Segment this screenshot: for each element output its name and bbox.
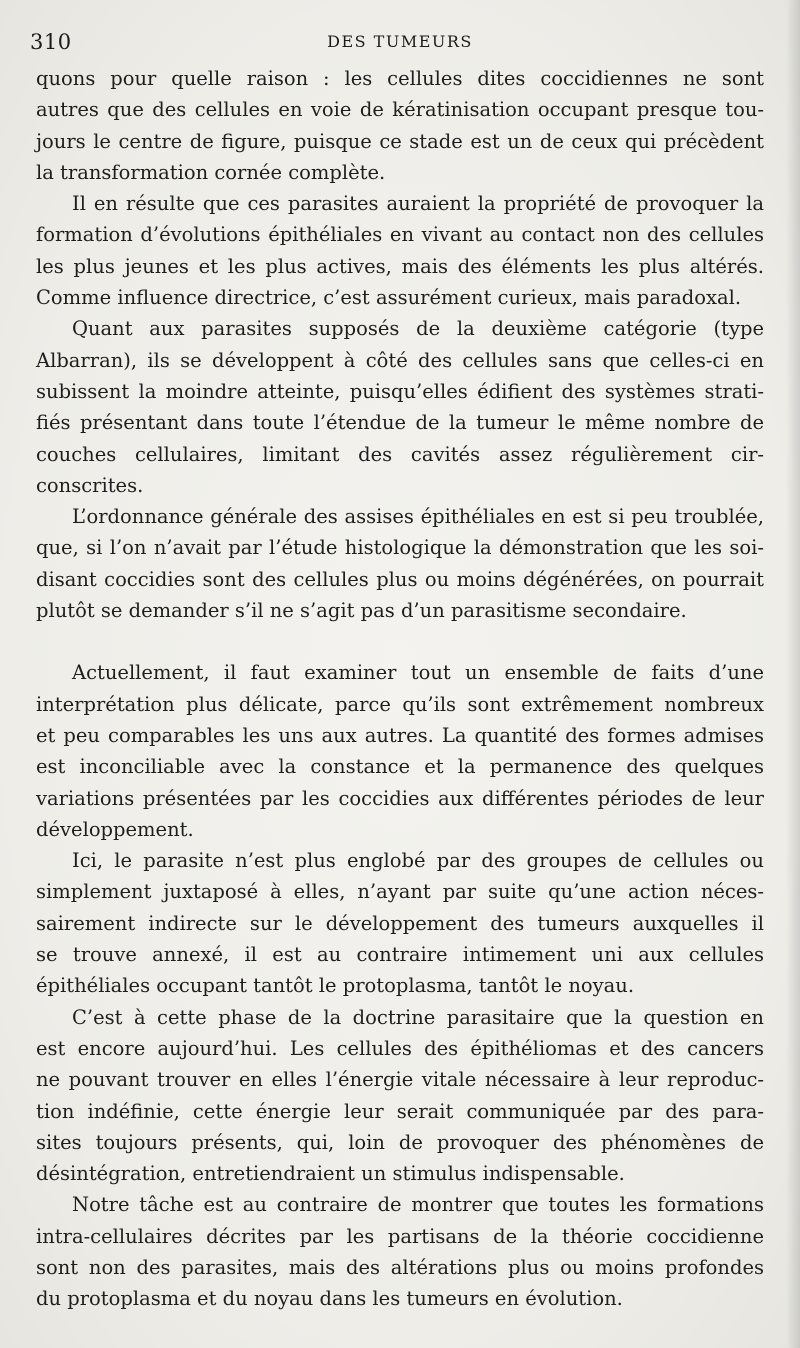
page-edge-shadow (786, 0, 800, 1348)
text-line: désintégration, entretiendraient un stimulus indispensable. (36, 1162, 625, 1186)
text-line: Comme influence directrice, c’est assurément curieux, mais paradoxal. (36, 286, 742, 310)
paragraph (36, 1002, 764, 1190)
paragraph (36, 1189, 764, 1314)
paragraph (36, 313, 764, 501)
text-line: et peu comparables les uns aux autres. La quantité des formes admises (36, 723, 764, 747)
paragraph (36, 63, 764, 188)
text-line: jours le centre de figure, puisque ce stade est un de ceux qui précèdent (36, 129, 764, 153)
text-line: formation d’évolutions épithéliales en vivant au contact non des cellules (36, 223, 764, 247)
text-line: fiés présentant dans toute l’étendue de la tumeur le même nombre de (36, 411, 764, 435)
text-line: C’est à cette phase de la doctrine parasitaire que la question en (72, 1005, 764, 1029)
text-line: sites toujours présents, qui, loin de provoquer des phénomènes de (36, 1130, 764, 1154)
text-line: ne pouvant trouver en elles l’énergie vitale nécessaire à leur reproduc- (36, 1068, 764, 1092)
body-text (36, 63, 764, 1315)
text-line: Notre tâche est au contraire de montrer que toutes les formations (72, 1193, 764, 1217)
text-line: simplement juxtaposé à elles, n’ayant par suite qu’une action néces- (36, 880, 764, 904)
text-line: L’ordonnance générale des assises épithéliales en est si peu troublée, (72, 505, 764, 529)
text-line: développement. (36, 817, 194, 841)
running-title: DES TUMEURS (327, 32, 473, 51)
paragraph (36, 657, 764, 845)
paragraph (36, 501, 764, 626)
text-line: quons pour quelle raison : les cellules dites coccidiennes ne sont (36, 67, 764, 90)
text-line: la transformation cornée complète. (36, 160, 386, 184)
text-line: se trouve annexé, il est au contraire intimement uni aux cellules (36, 943, 764, 967)
text-line: intra-cellulaires décrites par les partisans de la théorie coccidienne (36, 1224, 764, 1248)
text-line: sont non des parasites, mais des altérations plus ou moins profondes (36, 1255, 764, 1279)
paragraph-gap (36, 626, 764, 657)
page-number: 310 (30, 30, 72, 54)
text-line: Quant aux parasites supposés de la deuxième catégorie (type (72, 317, 764, 341)
text-line: sairement indirecte sur le développement des tumeurs auxquelles il (36, 911, 764, 935)
page-header (30, 26, 770, 58)
text-line: interprétation plus délicate, parce qu’ils sont extrêmement nombreux (36, 692, 764, 716)
text-line: subissent la moindre atteinte, puisqu’elles édifient des systèmes strati- (36, 379, 764, 403)
text-line: du protoplasma et du noyau dans les tumeurs en évolution. (36, 1287, 623, 1311)
paragraph (36, 188, 764, 313)
paragraph (36, 845, 764, 1001)
text-line: variations présentées par les coccidies aux différentes périodes de leur (36, 786, 764, 810)
text-line: est inconciliable avec la constance et la permanence des quelques (36, 755, 764, 779)
text-line: disant coccidies sont des cellules plus ou moins dégénérées, on pourrait (36, 567, 764, 591)
text-line: que, si l’on n’avait par l’étude histologique la démonstration que les soi- (36, 536, 764, 560)
text-line: couches cellulaires, limitant des cavités assez régulièrement cir- (36, 442, 764, 466)
text-line: les plus jeunes et les plus actives, mais des éléments les plus altérés. (36, 254, 764, 278)
text-line: conscrites. (36, 473, 144, 497)
text-line: Il en résulte que ces parasites auraient la propriété de provoquer la (72, 192, 764, 216)
text-line: Actuellement, il faut examiner tout un ensemble de faits d’une (72, 661, 764, 685)
text-line: Ici, le parasite n’est plus englobé par des groupes de cellules ou (72, 849, 764, 873)
text-line: épithéliales occupant tantôt le protoplasma, tantôt le noyau. (36, 974, 635, 998)
text-line: plutôt se demander s’il ne s’agit pas d’un parasitisme secondaire. (36, 599, 687, 623)
text-line: est encore aujourd’hui. Les cellules des épithéliomas et des cancers (36, 1036, 764, 1060)
text-line: tion indéfinie, cette énergie leur serait communiquée par des para- (36, 1099, 764, 1123)
text-line: Albarran), ils se développent à côté des cellules sans que celles-ci en (36, 348, 764, 372)
text-line: autres que des cellules en voie de kératinisation occupant presque tou- (36, 98, 764, 122)
